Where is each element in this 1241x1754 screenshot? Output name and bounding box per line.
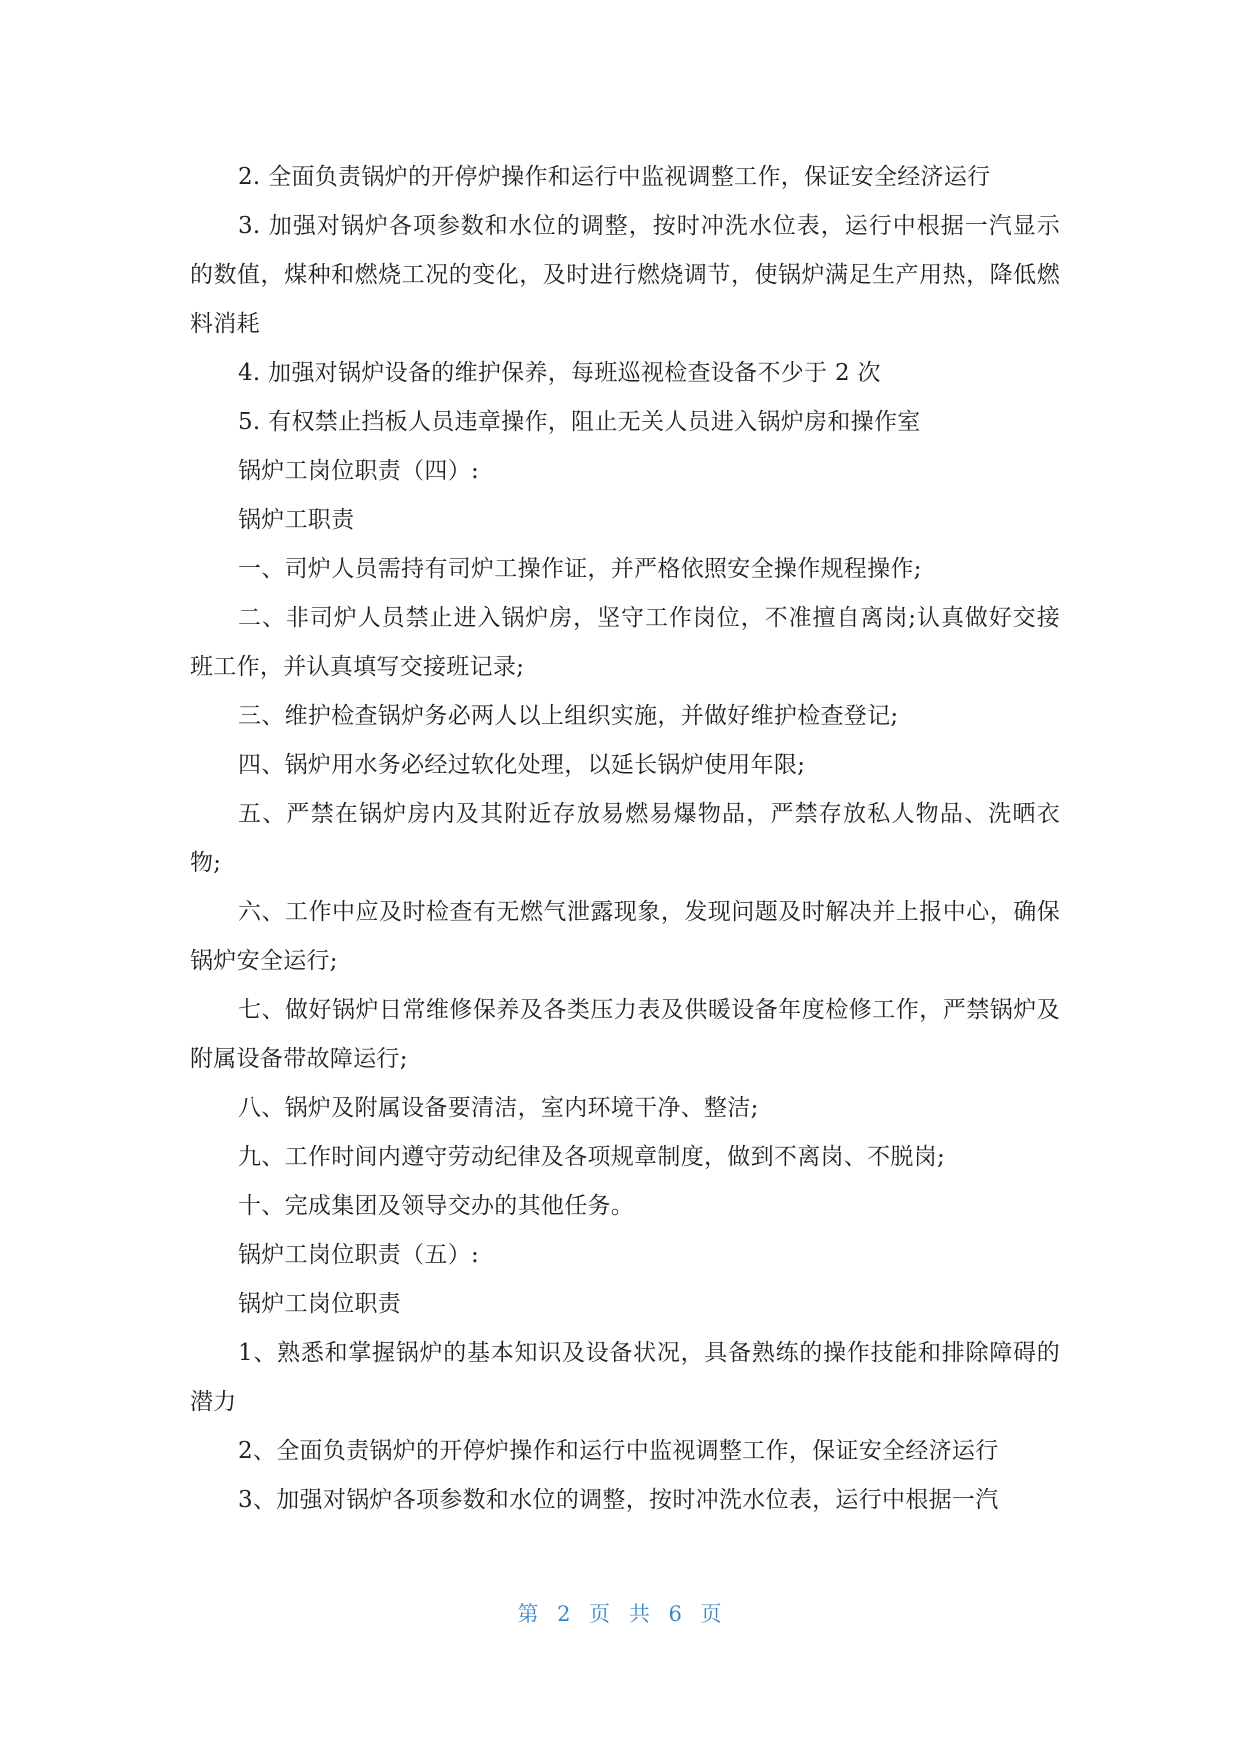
page-number-footer: 第 2 页 共 6 页 [517, 1602, 724, 1626]
paragraph: 2、全面负责锅炉的开停炉操作和运行中监视调整工作，保证安全经济运行 [238, 1438, 999, 1464]
paragraph: 4. 加强对锅炉设备的维护保养，每班巡视检查设备不少于 2 次 [238, 360, 881, 386]
paragraph: 三、维护检查锅炉务必两人以上组织实施，并做好维护检查登记; [238, 703, 899, 729]
paragraph: 2. 全面负责锅炉的开停炉操作和运行中监视调整工作，保证安全经济运行 [238, 164, 991, 190]
paragraph: 1、熟悉和掌握锅炉的基本知识及设备状况，具备熟练的操作技能和排除障碍的潜力 [190, 1340, 1060, 1415]
paragraph: 五、严禁在锅炉房内及其附近存放易燃易爆物品，严禁存放私人物品、洗晒衣物; [190, 801, 1060, 876]
section-heading: 锅炉工岗位职责（四）: [238, 458, 480, 484]
paragraph: 八、锅炉及附属设备要清洁，室内环境干净、整洁; [238, 1095, 759, 1121]
paragraph: 3. 加强对锅炉各项参数和水位的调整，按时冲洗水位表，运行中根据一汽显示的数值，煤种和燃烧工况的变化，及时进行燃烧调节，使锅炉满足生产用热，降低燃料消耗 [190, 213, 1060, 337]
paragraph: 3、加强对锅炉各项参数和水位的调整，按时冲洗水位表，运行中根据一汽 [238, 1487, 999, 1513]
paragraph: 九、工作时间内遵守劳动纪律及各项规章制度，做到不离岗、不脱岗; [238, 1144, 946, 1170]
paragraph: 四、锅炉用水务必经过软化处理，以延长锅炉使用年限; [238, 752, 806, 778]
section-subheading: 锅炉工岗位职责 [238, 1291, 402, 1317]
document-body [190, 153, 1060, 1525]
section-heading: 锅炉工岗位职责（五）: [238, 1242, 480, 1268]
paragraph: 二、非司炉人员禁止进入锅炉房，坚守工作岗位，不准擅自离岗;认真做好交接班工作，并认真填写交接班记录; [190, 605, 1060, 680]
paragraph: 七、做好锅炉日常维修保养及各类压力表及供暖设备年度检修工作，严禁锅炉及附属设备带故障运行; [190, 997, 1060, 1072]
paragraph: 一、司炉人员需持有司炉工操作证，并严格依照安全操作规程操作; [238, 556, 922, 582]
paragraph: 十、完成集团及领导交办的其他任务。 [238, 1193, 635, 1219]
section-subheading: 锅炉工职责 [238, 507, 355, 533]
paragraph: 六、工作中应及时检查有无燃气泄露现象，发现问题及时解决并上报中心，确保锅炉安全运行; [190, 899, 1060, 974]
paragraph: 5. 有权禁止挡板人员违章操作，阻止无关人员进入锅炉房和操作室 [238, 409, 921, 435]
